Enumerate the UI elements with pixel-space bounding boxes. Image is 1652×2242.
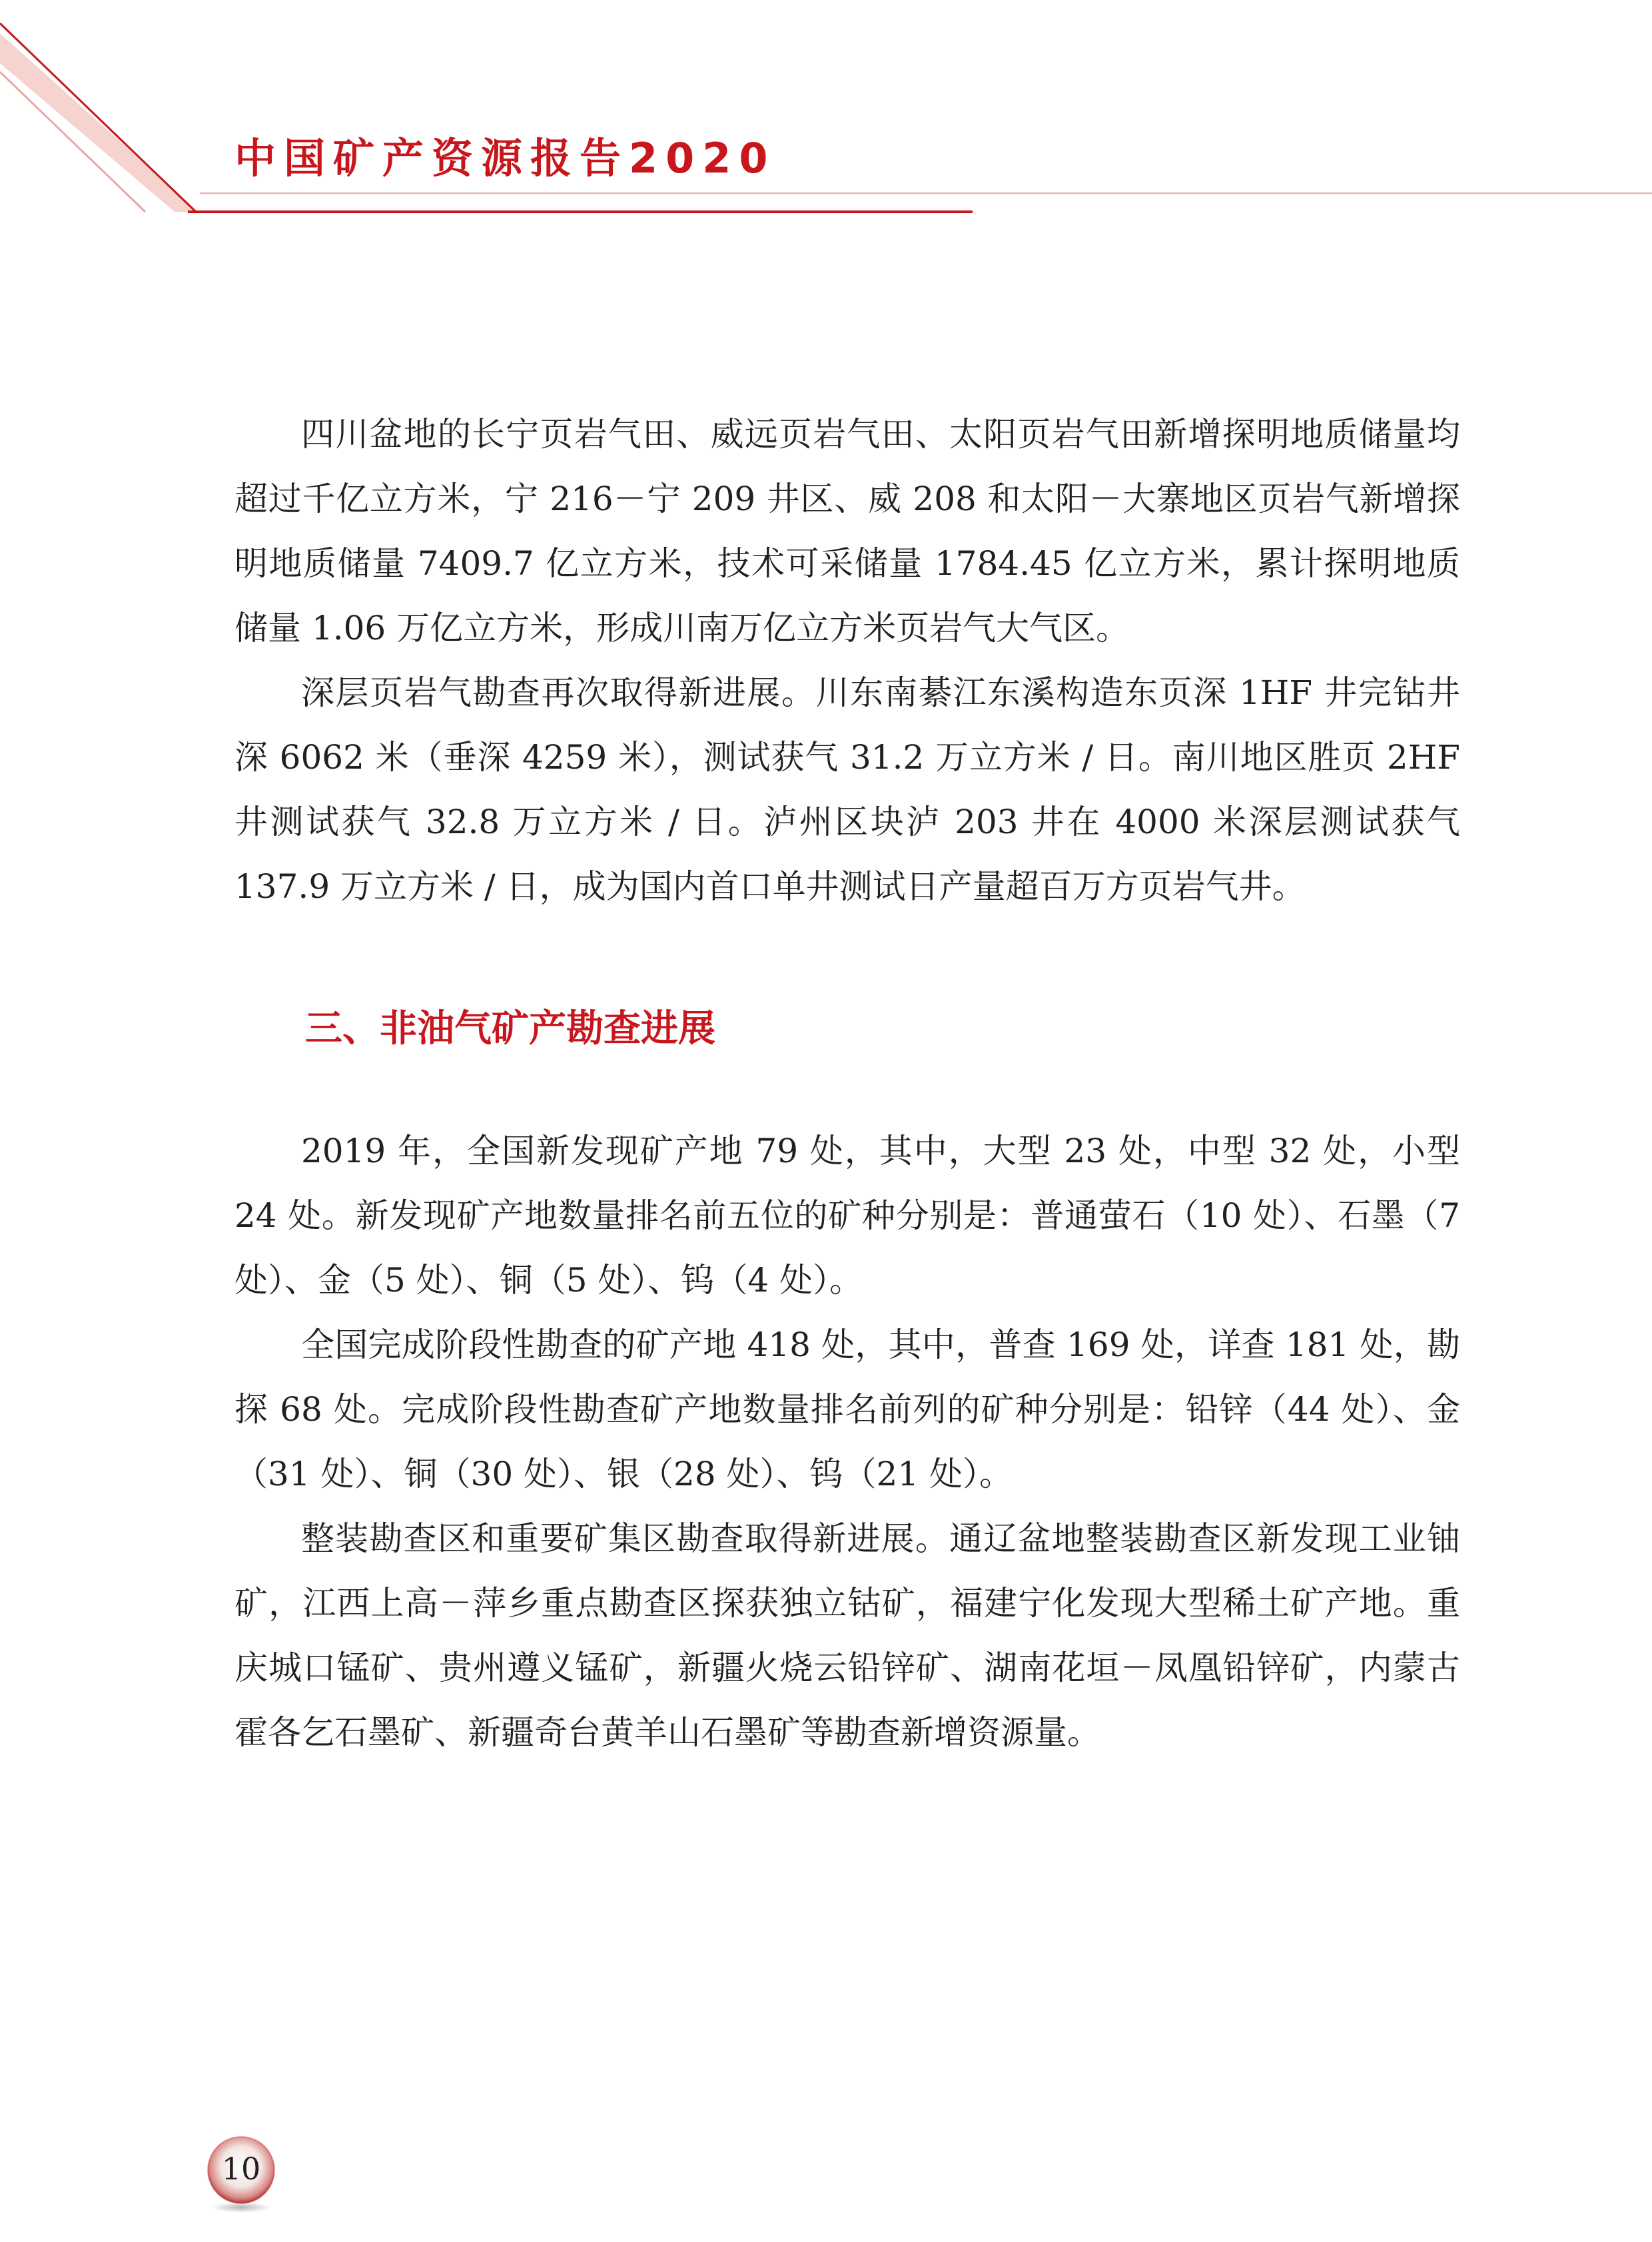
paragraph: 全国完成阶段性勘查的矿产地 418 处，其中，普查 169 处，详查 181 处，勘探 68 处。完成阶段性勘查矿产地数量排名前列的矿种分别是：铅锌（44 处）、金（31 处）、铜（30 处）、银（28 处）、钨（21 处）。	[234, 1325, 1460, 1493]
non-oil-gas-text-block	[234, 1119, 1460, 1765]
paragraph: 四川盆地的长宁页岩气田、威远页岩气田、太阳页岩气田新增探明地质储量均超过千亿立方米，宁 216－宁 209 井区、威 208 和太阳－大寨地区页岩气新增探明地质储量 7409.7 亿立方米，技术可采储量 1784.45 亿立方米，累计探明地质储量 1.06 万亿立方米，形成川南万亿立方米页岩气大气区。	[234, 415, 1460, 647]
paragraph: 整装勘查区和重要矿集区勘查取得新进展。通辽盆地整装勘查区新发现工业铀矿，江西上高－萍乡重点勘查区探获独立钴矿，福建宁化发现大型稀土矿产地。重庆城口锰矿、贵州遵义锰矿，新疆火烧云铅锌矿、湖南花垣－凤凰铅锌矿，内蒙古霍各乞石墨矿、新疆奇台黄羊山石墨矿等勘查新增资源量。	[234, 1519, 1460, 1752]
paragraph: 深层页岩气勘查再次取得新进展。川东南綦江东溪构造东页深 1HF 井完钻井深 6062 米（垂深 4259 米），测试获气 31.2 万立方米 / 日。南川地区胜页 2HF 井测试获气 32.8 万立方米 / 日。泸州区块泸 203 井在 4000 米深层测试获气 137.9 万立方米 / 日，成为国内首口单井测试日产量超百万方页岩气井。	[234, 673, 1460, 906]
running-header-title: 中国矿产资源报告2020	[234, 134, 776, 183]
page-number: 10	[221, 2151, 261, 2187]
section-heading: 三、非油气矿产勘查进展	[305, 1007, 715, 1050]
header-decoration	[0, 0, 1652, 226]
shale-gas-text-block	[234, 402, 1460, 919]
paragraph: 2019 年，全国新发现矿产地 79 处，其中，大型 23 处，中型 32 处，小型 24 处。新发现矿产地数量排名前五位的矿种分别是：普通萤石（10 处）、石墨（7 处）、金（5 处）、铜（5 处）、钨（4 处）。	[234, 1132, 1460, 1300]
